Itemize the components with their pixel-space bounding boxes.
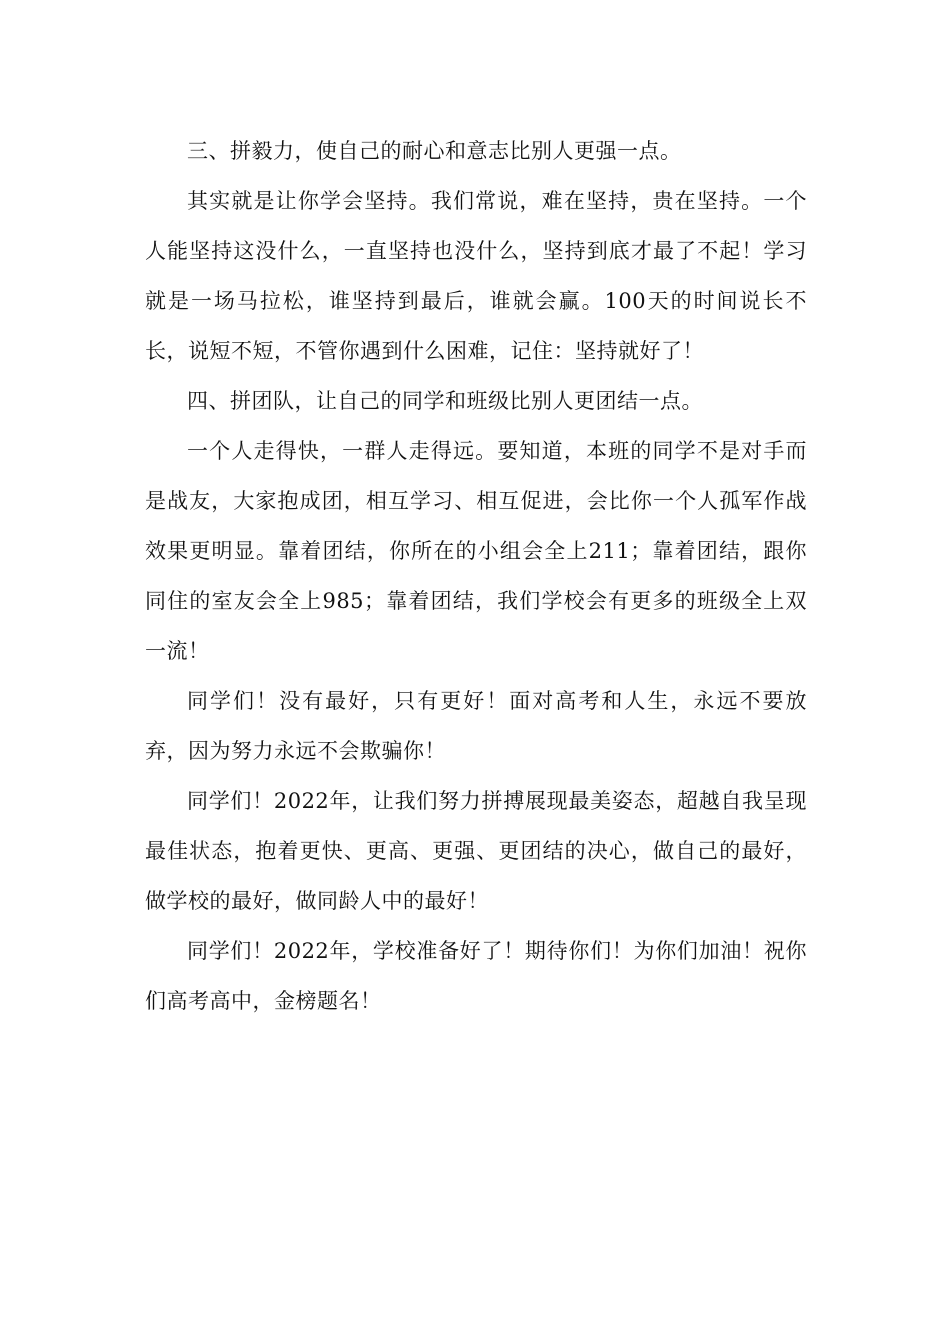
- paragraph-closing: 同学们！2022年，学校准备好了！期待你们！为你们加油！祝你们高考高中，金榜题名！: [145, 939, 807, 1013]
- document-body: [145, 126, 807, 1026]
- paragraph: 同学们！没有最好，只有更好！面对高考和人生，永远不要放弃，因为努力永远不会欺骗你！: [145, 689, 807, 763]
- paragraph-heading-4: 四、拼团队，让自己的同学和班级比别人更团结一点。: [187, 389, 703, 413]
- paragraph: 其实就是让你学会坚持。我们常说，难在坚持，贵在坚持。一个人能坚持这没什么，一直坚持也没什么，坚持到底才最了不起！学习就是一场马拉松，谁坚持到最后，谁就会赢。100天的时间说长不长，说短不短，不管你遇到什么困难，记住：坚持就好了！: [145, 189, 807, 363]
- paragraph-heading-3: 三、拼毅力，使自己的耐心和意志比别人更强一点。: [187, 139, 682, 163]
- paragraph: 一个人走得快，一群人走得远。要知道，本班的同学不是对手而是战友，大家抱成团，相互学习、相互促进，会比你一个人孤军作战效果更明显。靠着团结，你所在的小组会全上211；靠着团结，跟你同住的室友会全上985；靠着团结，我们学校会有更多的班级全上双一流！: [145, 439, 807, 663]
- paragraph: 同学们！2022年，让我们努力拼搏展现最美姿态，超越自我呈现最佳状态，抱着更快、更高、更强、更团结的决心，做自己的最好，做学校的最好，做同龄人中的最好！: [145, 789, 807, 913]
